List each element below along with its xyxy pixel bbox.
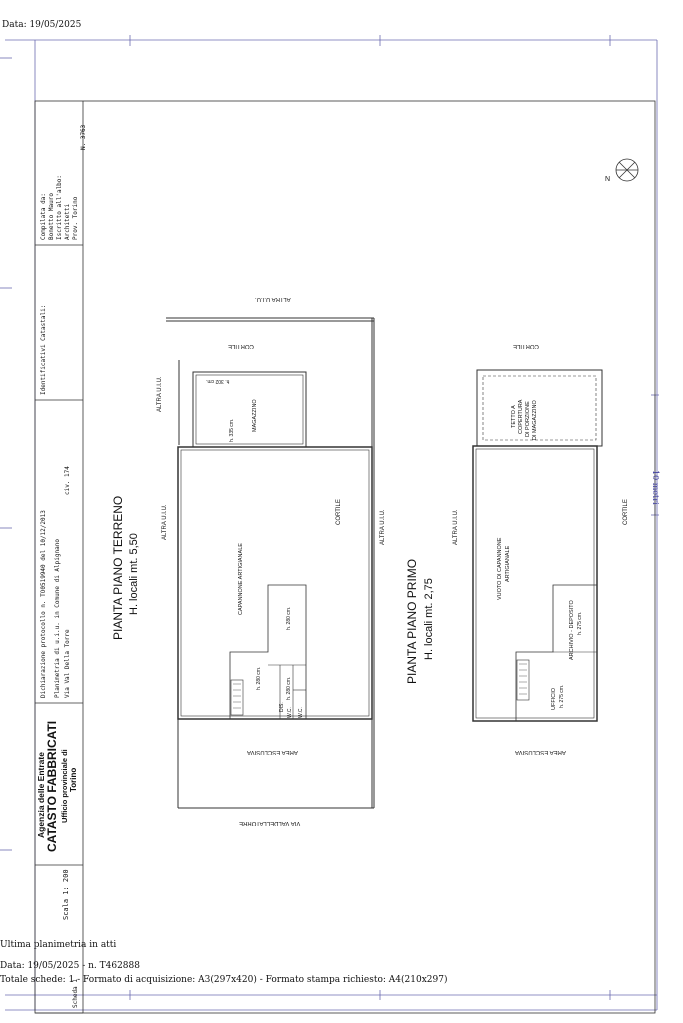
ff-tetto-3: DI PORZIONE xyxy=(525,401,531,437)
gf-altra-uiu-left2: ALTRA U.I.U. xyxy=(162,504,168,540)
scheda-label: Scheda 1 xyxy=(72,979,79,1008)
ff-cortile-top: CORTILE xyxy=(513,343,539,349)
footer-date-number: Data: 19/05/2025 - n. T462888 xyxy=(0,961,140,971)
gf-capannone: CAPANNONE ARTIGIANALE xyxy=(238,543,244,615)
gf-wc-2: W.C. xyxy=(298,707,304,718)
iscritto-label: Iscritto all'albo: xyxy=(56,174,63,240)
scale-bar-label: 10 metri xyxy=(651,470,660,505)
scala-label: Scala 1: 200 xyxy=(62,869,70,920)
gf-h302: h. 302 cm. xyxy=(206,378,230,384)
gf-altra-uiu-top: ALTRA U.I.U. xyxy=(255,296,291,302)
gf-altra-uiu-right: ALTRA U.I.U. xyxy=(380,509,386,545)
civico-text: civ. 174 xyxy=(64,466,71,495)
agenzia-label: Agenzia delle Entrate xyxy=(36,752,46,838)
gf-altra-uiu-left: ALTRA U.I.U. xyxy=(157,376,163,412)
ff-h275-b: h. 275 cm. xyxy=(559,684,565,708)
ff-vuoto-1: VUOTO DI CAPANNONE xyxy=(497,537,503,600)
ground-floor-height: H. locali mt. 5,50 xyxy=(128,533,140,615)
ff-ufficio: UFFICIO xyxy=(551,688,557,710)
indirizzo-text: Via Val Della Torre xyxy=(64,629,71,698)
header-date: Data: 19/05/2025 xyxy=(2,20,82,30)
gf-via: VIA VALDELLATORRE xyxy=(239,820,301,826)
ff-altra-uiu-left: ALTRA U.I.U. xyxy=(453,509,459,545)
numero-albo: N. 3763 xyxy=(80,124,87,150)
gf-area-esclusiva: AREA ESCLUSIVA xyxy=(247,749,298,755)
ff-area-esclusiva: AREA ESCLUSIVA xyxy=(515,749,566,755)
ff-archivio: ARCHIVIO - DEPOSITO xyxy=(569,600,575,660)
ufficio-label: Ufficio provinciale di xyxy=(60,749,69,823)
catasto-label: CATASTO FABBRICATI xyxy=(45,720,59,852)
gf-dis: DIS. xyxy=(279,702,285,712)
ground-floor-title: PIANTA PIANO TERRENO xyxy=(111,495,125,640)
gf-h280-b: h. 280 cm. xyxy=(256,666,262,690)
gf-h280-c: h. 280 cm. xyxy=(286,676,292,700)
gf-h280-a: h. 280 cm. xyxy=(286,606,292,630)
planimetria-text: Planimetria di u.i.u. in Comune di Alpignano xyxy=(54,539,61,698)
north-label: N xyxy=(605,176,611,183)
footer-format: Totale schede: 1 - Formato di acquisizione: A3(297x420) - Formato stampa richiesto: A4(210x297) xyxy=(0,975,448,985)
provincia: Prov. Torino xyxy=(72,196,79,240)
ff-cortile-right: CORTILE xyxy=(623,499,629,525)
gf-cortile-right: CORTILE xyxy=(336,499,342,525)
ff-tetto-2: COPERTURA xyxy=(518,399,524,434)
ff-h275-a: h. 275 cm. xyxy=(577,611,583,635)
gf-cortile-top: CORTILE xyxy=(228,343,254,349)
gf-wc-1: W.C. xyxy=(287,707,293,718)
gf-magazzino: MAGAZZINO xyxy=(252,399,258,432)
dichiarazione-text: Dichiarazione protocollo n. TO0519940 del 10/12/2013 xyxy=(40,510,47,698)
albo-name: Architetti xyxy=(64,203,71,240)
citta-label: Torino xyxy=(69,767,78,792)
ff-tetto-4: DI MAGAZZINO xyxy=(532,400,538,440)
first-floor-title: PIANTA PIANO PRIMO xyxy=(405,558,419,684)
compilatore-name: Bonetto Mauro xyxy=(48,193,55,240)
compilata-label: Compilata da: xyxy=(40,193,47,240)
identificativi-label: Identificativi Catastali: xyxy=(40,304,47,395)
gf-h335: h. 335 cm. xyxy=(229,418,235,442)
ff-vuoto-2: ARTIGIANALE xyxy=(505,545,511,582)
ff-tetto-1: TETTO A xyxy=(511,405,517,428)
footer-last-plan: Ultima planimetria in atti xyxy=(0,940,117,950)
first-floor-height: H. locali mt. 2,75 xyxy=(423,578,435,660)
